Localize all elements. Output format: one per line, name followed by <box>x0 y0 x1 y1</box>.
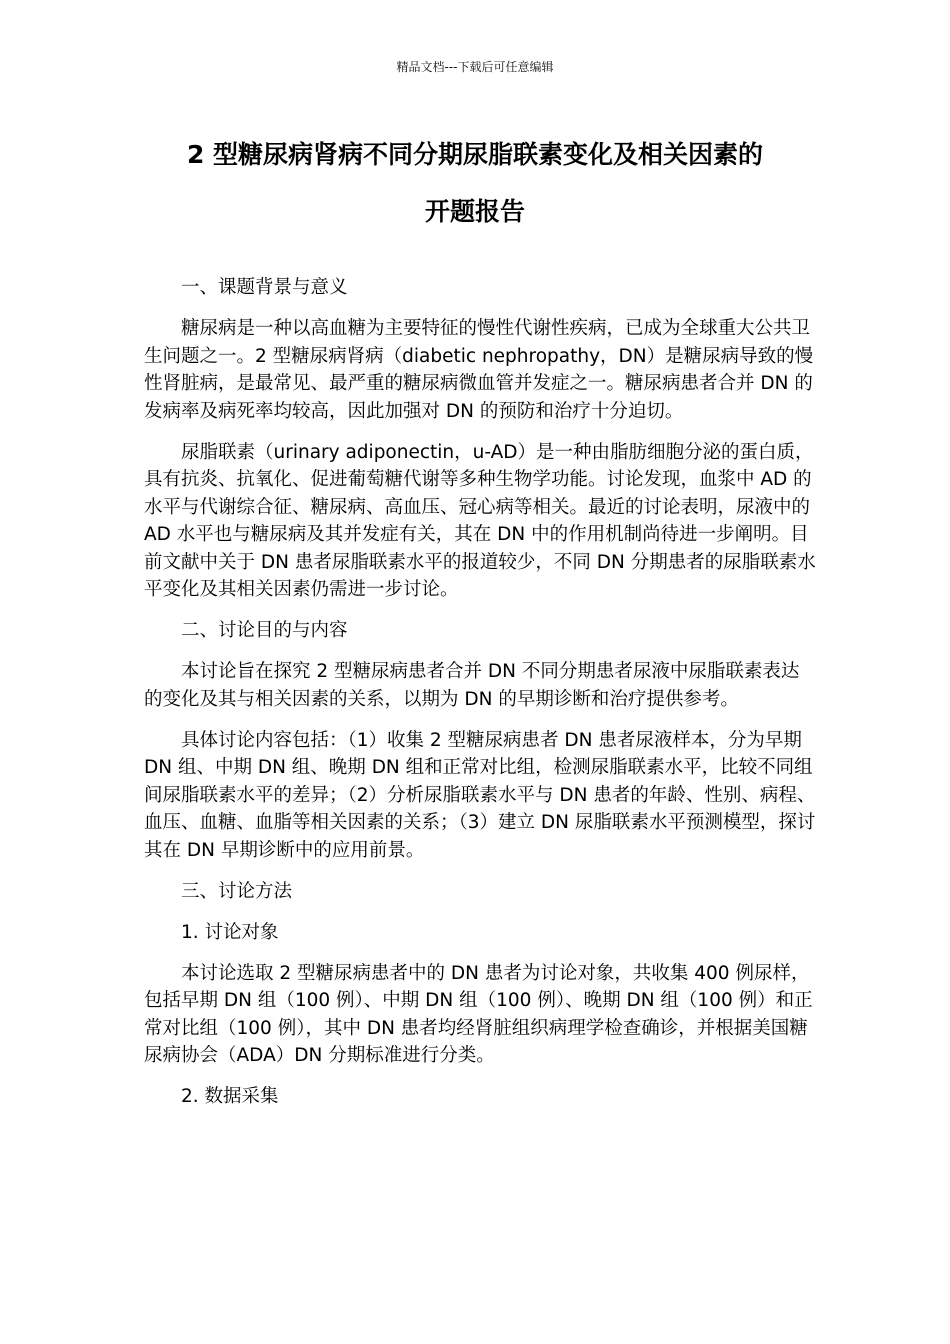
document-body <box>144 274 816 1124</box>
section-heading-background: 一、课题背景与意义 <box>181 277 348 298</box>
paragraph-subjects: 本讨论选取 2 型糖尿病患者中的 DN 患者为讨论对象，共收集 400 例尿样，包括早期 DN 组（100 例）、中期 DN 组（100 例）、晚期 DN 组（100 例）和正常对比组（100 例），其中 DN 患者均经肾脏组织病理学检查确诊，并根据美国糖尿病协会（ADA）DN 分期标准进行分类。 <box>144 962 813 1066</box>
paragraph-purpose-1: 本讨论旨在探究 2 型糖尿病患者合并 DN 不同分期患者尿液中尿脂联素表达的变化及其与相关因素的关系，以期为 DN 的早期诊断和治疗提供参考。 <box>144 661 800 710</box>
paragraph-background-2: 尿脂联素（urinary adiponectin，u-AD）是一种由脂肪细胞分泌的蛋白质，具有抗炎、抗氧化、促进葡萄糖代谢等多种生物学功能。讨论发现，血浆中 AD 的水平与代谢综合征、糖尿病、高血压、冠心病等相关。最近的讨论表明，尿液中的 AD 水平也与糖尿病及其并发症有关，其在 DN 中的作用机制尚待进一步阐明。目前文献中关于 DN 患者尿脂联素水平的报道较少，不同 DN 分期患者的尿脂联素水平变化及其相关因素仍需进一步讨论。 <box>144 441 816 600</box>
subheading-subjects: 1. 讨论对象 <box>181 921 279 943</box>
subheading-data-collection: 2. 数据采集 <box>181 1086 279 1107</box>
section-heading-purpose: 二、讨论目的与内容 <box>181 620 348 641</box>
page-header: 精品文档---下载后可任意编辑 <box>396 60 554 74</box>
paragraph-purpose-2: 具体讨论内容包括：（1）收集 2 型糖尿病患者 DN 患者尿液样本，分为早期 DN 组、中期 DN 组、晚期 DN 组和正常对比组，检测尿脂联素水平，比较不同组间尿脂联素水平的差异；（2）分析尿脂联素水平与 DN 患者的年龄、性别、病程、血压、血糖、血脂等相关因素的关系；（3）建立 DN 尿脂联素水平预测模型，探讨其在 DN 早期诊断中的应用前景。 <box>144 729 816 861</box>
section-heading-methods: 三、讨论方法 <box>181 880 293 902</box>
document-title-line-2: 开题报告 <box>424 197 525 226</box>
paragraph-background-1: 糖尿病是一种以高血糖为主要特征的慢性代谢性疾病，已成为全球重大公共卫生问题之一。2 型糖尿病肾病（diabetic nephropathy，DN）是糖尿病导致的慢性肾脏病，是最常见、最严重的糖尿病微血管并发症之一。糖尿病患者合并 DN 的发病率及病死率均较高，因此加强对 DN 的预防和治疗十分迫切。 <box>144 318 814 422</box>
document-title-line-1: 2 型糖尿病肾病不同分期尿脂联素变化及相关因素的 <box>186 140 764 169</box>
